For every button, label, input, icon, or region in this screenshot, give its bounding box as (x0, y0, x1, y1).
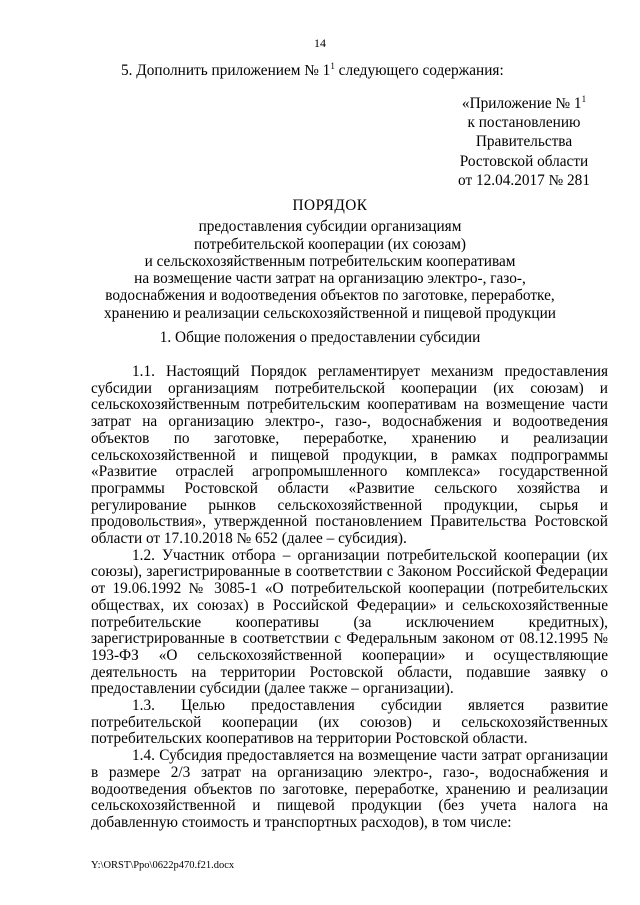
appendix-line-2: к постановлению (467, 114, 581, 132)
appendix-line-1 (440, 94, 608, 113)
body-text (91, 364, 608, 832)
title-line: водоснабжения и водоотведения объектов по заготовке, переработке, (105, 287, 555, 305)
appendix-title: «Приложение № 1 (461, 95, 582, 112)
title-line: потребительской кооперации (их союзам) (193, 235, 467, 253)
document-title (70, 197, 590, 322)
intro-superscript: 1 (330, 61, 335, 71)
paragraph-1-2: 1.2. Участник отбора – организации потребительской кооперации (их союзы), зарегистрированные в соответствии с Законом Российской Федерации от 19.06.1992 № 3085-1 «О потребительской кооперации (потребительских обществах, их союзах) в Российской Федерации» и сельскохозяйственные потребительские кооперативы (за исключением кредитных), зарегистрированные в соответствии с Федеральным законом от 08.12.1995 № 193-ФЗ «О сельскохозяйственной кооперации» и осуществляющие деятельность на территории Ростовской области, подавшие заявку о предоставлении субсидии (далее также – организации). (91, 546, 608, 698)
amendment-intro (121, 62, 504, 80)
page-number: 14 (314, 36, 326, 50)
appendix-block (440, 94, 608, 190)
appendix-superscript: 1 (581, 94, 587, 104)
intro-text: 5. Дополнить приложением № 1 (121, 62, 331, 79)
file-path-footer: Y:\ORST\Ppo\0622p470.f21.docx (91, 860, 235, 871)
appendix-line-3: Правительства (475, 133, 573, 151)
paragraph-1-3: 1.3. Целью предоставления субсидии является развитие потребительской кооперации (их союзов) и сельскохозяйственных потребительских кооперативов на территории Ростовской области. (91, 697, 608, 748)
title-line: на возмещение части затрат на организацию электро-, газо-, (134, 270, 526, 288)
appendix-line-5: от 12.04.2017 № 281 (458, 171, 590, 189)
appendix-line-4: Ростовской области (459, 152, 589, 170)
title-heading: ПОРЯДОК (292, 197, 368, 214)
section-heading: 1. Общие положения о предоставлении субсидии (159, 329, 481, 346)
title-line: и сельскохозяйственным потребительским кооперативам (144, 252, 516, 270)
title-line: предоставления субсидии организациям (198, 218, 462, 236)
paragraph-1-4: 1.4. Субсидия предоставляется на возмещение части затрат организации в размере 2/3 затрат на организацию электро-, газо-, водоснабжения и водоотведения объектов по заготовке, переработке, хранению и реализации сельскохозяйственной и пищевой продукции (без учета налога на добавленную стоимость и транспортных расходов), в том числе: (91, 747, 608, 831)
title-line: хранению и реализации сельскохозяйственной и пищевой продукции (104, 304, 556, 322)
paragraph-1-1: 1.1. Настоящий Порядок регламентирует механизм предоставления субсидии организациям потребительской кооперации (их союзам) и сельскохозяйственным потребительским кооперативам на возмещение части затрат на организацию электро-, газо-, водоснабжения и водоотведения объектов по заготовке, переработке, хранению и реализации сельскохозяйственной и пищевой продукции, в рамках подпрограммы «Развитие отраслей агропромышленного комплекса» государственной программы Ростовской области «Развитие сельского хозяйства и регулирование рынков сельскохозяйственной продукции, сырья и продовольствия», утвержденной постановлением Правительства Ростовской области от 17.10.2018 № 652 (далее – субсидия). (91, 363, 608, 548)
intro-tail: следующего содержания: (334, 62, 504, 79)
